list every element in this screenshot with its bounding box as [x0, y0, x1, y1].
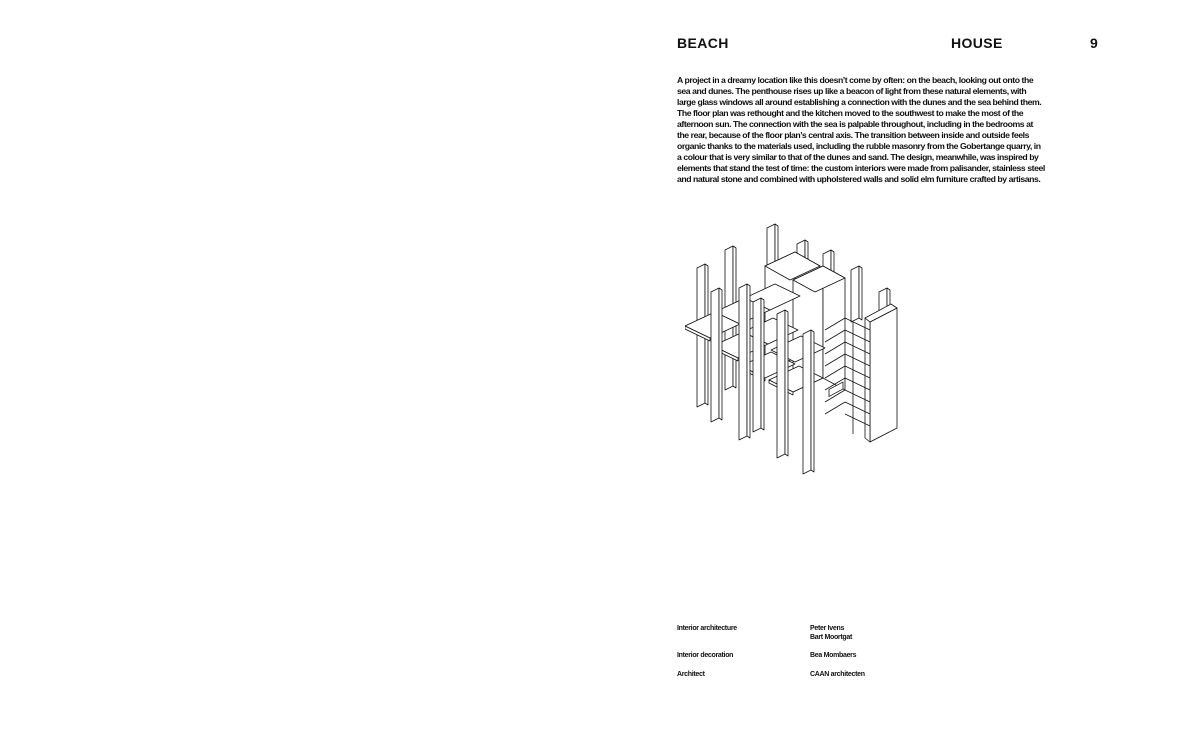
- header-title-left: BEACH: [677, 35, 729, 51]
- body-paragraph: A project in a dreamy location like this doesn’t come by often: on the beach, looking out onto the sea and dunes. The penthouse rises up like a beacon of light from these natural elements, with large glass windows all around establishing a connection with the dunes and the sea behind them. The floor plan was rethought and the kitchen moved to the southwest to make the most of the afternoon sun. The connection with the sea is palpable throughout, including in the bedrooms at the rear, because of the floor plan’s central axis. The transition between inside and outside feels organic thanks to the materials used, including the rubble masonry from the Gobertange quarry, in a colour that is very similar to that of the dunes and sand. The design, meanwhile, was inspired by elements that stand the test of time: the custom interiors were made from palisander, stainless steel and natural stone and combined with upholstered walls and solid elm furniture crafted by artisans.: [677, 75, 1045, 184]
- credit-name: Peter Ivens: [810, 625, 845, 632]
- credit-label: Interior architecture: [677, 625, 737, 632]
- right-page: [600, 0, 1200, 756]
- credit-value: [810, 651, 856, 660]
- credit-label: Interior decoration: [677, 652, 734, 659]
- credit-value: [810, 624, 852, 642]
- credit-name: CAAN architecten: [810, 671, 865, 678]
- credit-label: Architect: [677, 671, 705, 678]
- page-number: 9: [1090, 35, 1099, 51]
- credit-name: Bea Mombaers: [810, 652, 857, 659]
- axonometric-drawing: [685, 218, 900, 476]
- header-title-right: HOUSE: [951, 35, 1003, 51]
- credit-name: Bart Moortgat: [810, 634, 852, 641]
- credit-value: [810, 670, 865, 679]
